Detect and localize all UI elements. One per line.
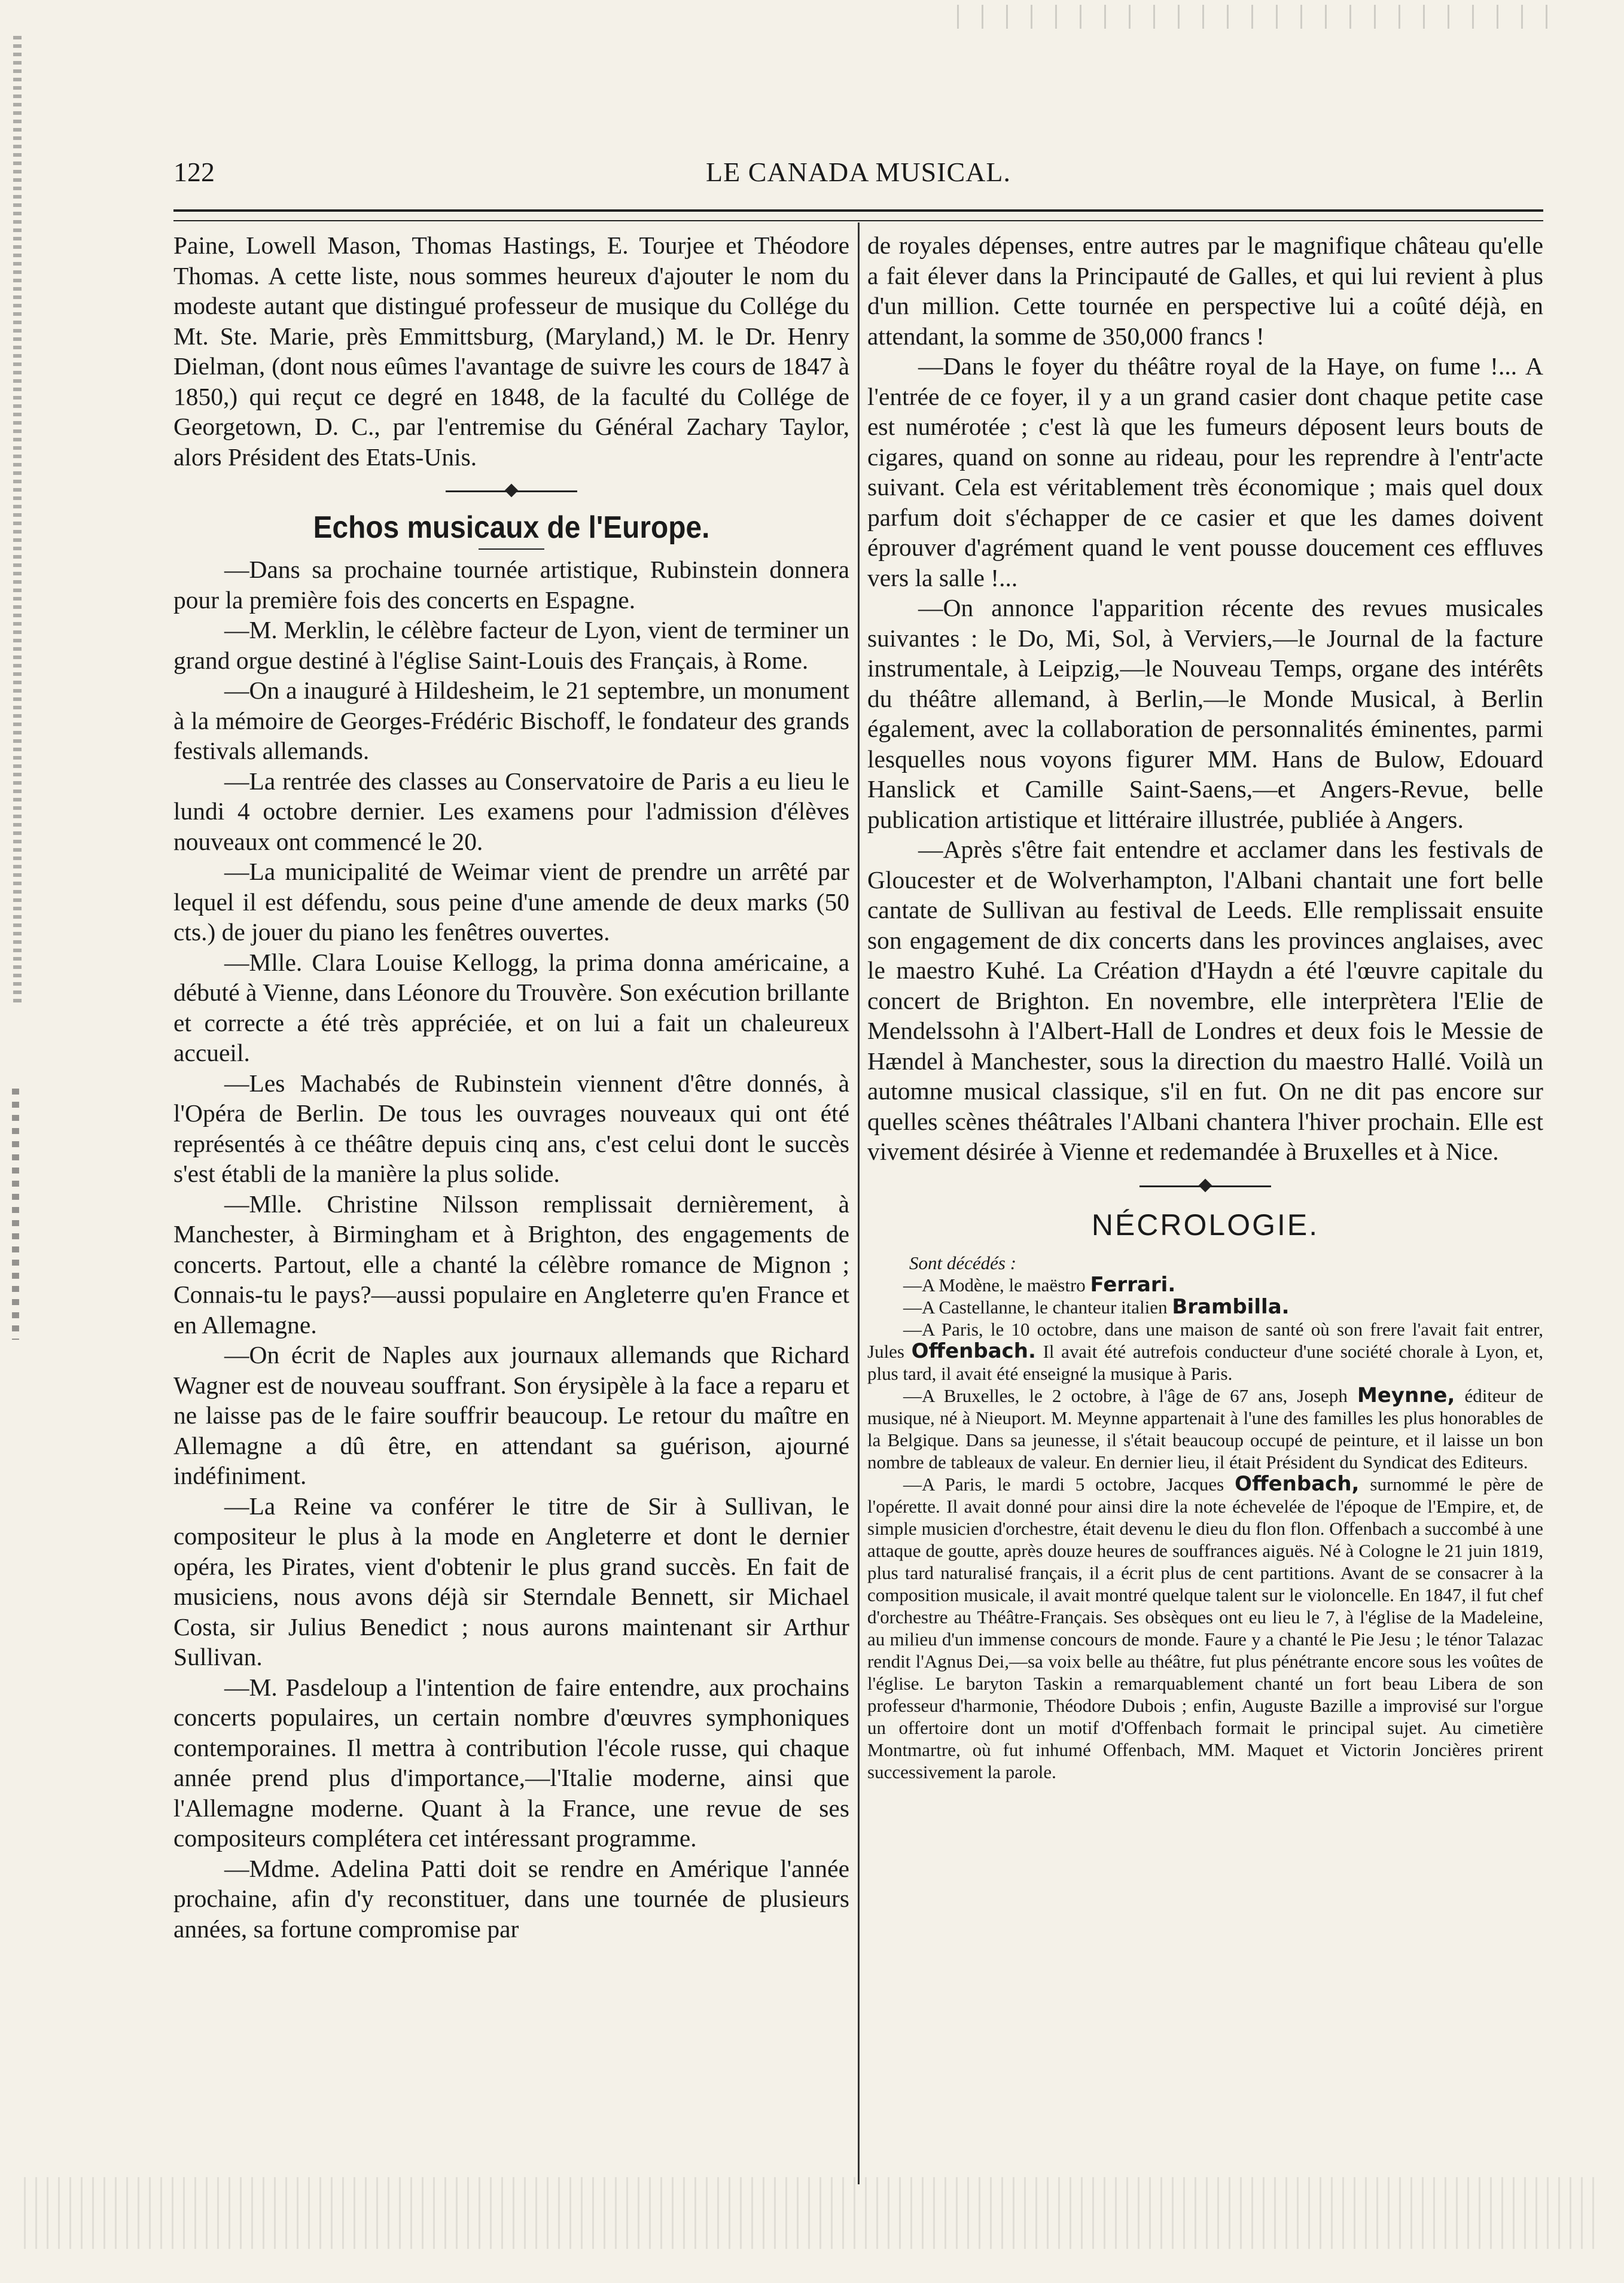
scan-noise-top bbox=[957, 5, 1555, 29]
deceased-name: Ferrari. bbox=[1090, 1272, 1176, 1297]
article-paragraph: —On a inauguré à Hildesheim, le 21 septembre, un monument à la mémoire de Georges-Frédéric Bischoff, le fondateur des grands festivals allemands. bbox=[173, 676, 849, 764]
obituary-entry: —A Castellanne, le chanteur italien Brambilla. bbox=[903, 1294, 1290, 1319]
obituary-entry: —A Paris, le 10 octobre, dans une maison de santé où son frere l'avait fait entrer, Jules Offenbach. Il avait été autrefois conducteur d'une société chorale à Lyon, et, plus tard, il avait été enseigné la musique à Paris. bbox=[867, 1318, 1544, 1384]
left-column bbox=[173, 230, 849, 1944]
necrologie-section bbox=[867, 1252, 1543, 1783]
obituary-entry: —A Bruxelles, le 2 octobre, à l'âge de 67 ans, Joseph Meynne, éditeur de musique, né à Nieuport. M. Meynne appartenait à l'une des familles les plus honorables de la Belgique. Dans sa jeunesse, il s'était beaucoup occupé de peinture, et il laisse un bon nombre de tableaux de valeur. En dernier lieu, il était Président du Syndicat des Editeurs. bbox=[867, 1383, 1543, 1473]
scan-edge-left-lower bbox=[12, 1089, 19, 1340]
right-column bbox=[867, 230, 1543, 1783]
deceased-name: Offenbach, bbox=[1235, 1471, 1360, 1496]
article-paragraph: —La municipalité de Weimar vient de prendre un arrêté par lequel il est défendu, sous peine d'une amende de deux marks (50 cts.) de jouer du piano les fenêtres ouvertes. bbox=[173, 858, 849, 946]
article-paragraph: —On annonce l'apparition récente des revues musicales suivantes : le Do, Mi, Sol, à Verviers,—le Journal de la facture instrumentale, à Leipzig,—le Nouveau Temps, organe des intérêts du théâtre allemand, à Berlin,—le Monde Musical, à Berlin également, avec la collaboration de personnalités éminentes, parmi lesquelles nous voyons figurer MM. Hans de Bulow, Edouard Hanslick et Camille Saint-Saens,—et Angers-Revue, belle publication artistique et littéraire illustrée, publiée à Angers. bbox=[867, 594, 1543, 833]
page-header bbox=[173, 154, 1543, 196]
article-paragraph: —M. Merklin, le célèbre facteur de Lyon, vient de terminer un grand orgue destiné à l'église Saint-Louis des Français, à Rome. bbox=[173, 616, 849, 674]
ornament-divider bbox=[867, 1175, 1543, 1196]
deceased-name: Offenbach. bbox=[911, 1339, 1036, 1363]
intro-paragraph: Paine, Lowell Mason, Thomas Hastings, E. Tourjee et Théodore Thomas. A cette liste, nous sommes heureux d'ajouter le nom du modeste autant que distingué professeur de musique du Collége du Mt. Ste. Marie, près Emmittsburg, (Maryland,) M. le Dr. Henry Dielman, (dont nous eûmes l'avantage de suivre les cours de 1847 à 1850,) qui reçut ce degré en 1848, de la faculté du Collége de Georgetown, D. C., par l'entremise du Général Zachary Taylor, alors Président des Etats-Unis. bbox=[173, 231, 849, 471]
article-paragraph: —La Reine va conférer le titre de Sir à Sullivan, le compositeur le plus à la mode en Angleterre et dont le dernier opéra, les Pirates, vient d'obtenir le plus grand succès. En fait de musiciens, nous avons déjà sir Sterndale Bennett, sir Michael Costa, sir Julius Benedict ; nous aurons maintenant sir Arthur Sullivan. bbox=[173, 1492, 849, 1671]
necrologie-title: NÉCROLOGIE. bbox=[1091, 1208, 1320, 1242]
article-paragraph: —Dans le foyer du théâtre royal de la Haye, on fume !... A l'entrée de ce foyer, il y a un grand casier dont chaque petite case est numérotée ; c'est là que les fumeurs déposent leurs bouts de cigares, quand on sonne au rideau, pour les reprendre à l'entr'acte suivant. Cela est véritablement très économique ; mais quel doux parfum doit s'échapper de ce casier et que les dames doivent éprouver d'agrément quand le vent pousse doucement ces effluves vers la salle !... bbox=[867, 352, 1543, 592]
article-paragraph: —Dans sa prochaine tournée artistique, Rubinstein donnera pour la première fois des concerts en Espagne. bbox=[173, 556, 849, 614]
article-paragraph: —La rentrée des classes au Conservatoire de Paris a eu lieu le lundi 4 octobre dernier. Les examens pour l'admission d'élèves nouveaux ont commencé le 20. bbox=[173, 767, 849, 855]
article-paragraph: —Mdme. Adelina Patti doit se rendre en Amérique l'année prochaine, afin d'y reconstituer, dans une tournée de plusieurs années, sa fortune compromise par bbox=[173, 1854, 849, 1943]
obituary-entry: —A Modène, le maëstro Ferrari. bbox=[903, 1272, 1176, 1297]
article-paragraph: —Mlle. Clara Louise Kellogg, la prima donna américaine, a débuté à Vienne, dans Léonore du Trouvère. Son exécution brillante et correcte a été très appréciée, et on lui a fait un chaleureux accueil. bbox=[173, 948, 849, 1066]
page-number: 122 bbox=[173, 157, 215, 187]
header-rule bbox=[173, 209, 1543, 221]
necrologie-lead: Sont décédés : bbox=[909, 1252, 1017, 1273]
obituary-entry: —A Paris, le mardi 5 octobre, Jacques Offenbach, surnommé le père de l'opérette. Il avait donné pour ainsi dire la note échevelée de l'époque de l'Empire, et, de simple musicien d'orchestre, était devenu le dieu du flon flon. Offenbach a succombé à une attaque de goutte, après douze heures de souffrances aiguës. Né à Cologne le 21 juin 1819, plus tard naturalisé français, il a écrit plus de cent partitions. Avant de se consacrer à la composition musicale, il avait montré quelque talent sur le violoncelle. En 1847, il fut chef d'orchestre au Théâtre-Français. Ses obsèques ont eu lieu le 7, à l'église de la Madeleine, au milieu d'un immense concours de monde. Faure y a chanté le Pie Jesu ; le ténor Talazac rendit l'Agnus Dei,—sa voix belle au théâtre, fut plus pénétrante encore sous les voûtes de l'église. Le baryton Taskin a remarquablement chanté un fort beau Libera de son professeur d'harmonie, Théodore Dubois ; enfin, Auguste Bazille a improvisé sur l'orgue un offertoire dont un motif d'Offenbach formait le principal sujet. Au cimetière Montmartre, où fut inhumé Offenbach, MM. Maquet et Victorin Joncières prirent successivement la parole. bbox=[867, 1471, 1543, 1782]
ornament-divider bbox=[173, 480, 849, 501]
running-title: LE CANADA MUSICAL. bbox=[706, 157, 1011, 187]
article-paragraph: —Les Machabés de Rubinstein viennent d'être donnés, à l'Opéra de Berlin. De tous les ouvrages nouveaux qui ont été représentés à ce théâtre depuis cinq ans, c'est celui dont le succès s'est établi de la manière la plus solide. bbox=[173, 1069, 849, 1187]
column-divider bbox=[858, 222, 860, 2184]
scan-noise-bottom bbox=[24, 2177, 1603, 2249]
article-paragraph: —Mlle. Christine Nilsson remplissait dernièrement, à Manchester, à Birmingham et à Brighton, des engagements de concerts. Partout, elle a chanté la célèbre romance de Mignon ; Connais-tu le pays?—aussi populaire en Angleterre qu'en France et en Allemagne. bbox=[173, 1190, 849, 1339]
section-title: Echos musicaux de l'Europe. bbox=[313, 510, 710, 545]
deceased-name: Brambilla. bbox=[1172, 1294, 1290, 1319]
title-underline bbox=[479, 548, 544, 550]
article-paragraph: —Après s'être fait entendre et acclamer dans les festivals de Gloucester et de Wolverhampton, l'Albani chantait une fort belle cantate de Sullivan au festival de Leeds. Elle remplissait ensuite son engagement de dix concerts dans les provinces anglaises, avec le maestro Kuhé. La Création d'Haydn a été l'œuvre capitale du concert de Brighton. En novembre, elle interprètera l'Elie de Mendelssohn à l'Albert-Hall de Londres et deux fois le Messie de Hændel à Manchester, sous la direction du maestro Hallé. Voilà un automne musical classique, s'il en fut. On ne dit pas encore sur quelles scènes théâtrales l'Albani chantera l'hiver prochain. Elle est vivement désirée à Vienne et redemandée à Bruxelles et à Nice. bbox=[867, 836, 1543, 1165]
article-paragraph: —M. Pasdeloup a l'intention de faire entendre, aux prochains concerts populaires, un certain nombre d'œuvres symphoniques contemporaines. Il mettra à contribution l'école russe, qui chaque année prend plus d'importance,—l'Italie moderne, ainsi que l'Allemagne moderne. Quant à la France, une revue de ses compositeurs complétera cet intéressant programme. bbox=[173, 1673, 849, 1852]
continued-paragraph: de royales dépenses, entre autres par le magnifique château qu'elle a fait élever dans la Principauté de Galles, et qui lui revient à plus d'un million. Cette tournée en perspective lui a coûté déjà, en attendant, la somme de 350,000 francs ! bbox=[867, 231, 1543, 350]
scan-edge-left bbox=[13, 36, 22, 1005]
article-paragraph: —On écrit de Naples aux journaux allemands que Richard Wagner est de nouveau souffrant. Son érysipèle à la face a reparu et ne laisse pas de le faire souffrir beaucoup. Le retour du maître en Allemagne a dû être, en attendant sa guérison, ajourné indéfiniment. bbox=[173, 1341, 849, 1489]
deceased-name: Meynne, bbox=[1357, 1383, 1455, 1407]
